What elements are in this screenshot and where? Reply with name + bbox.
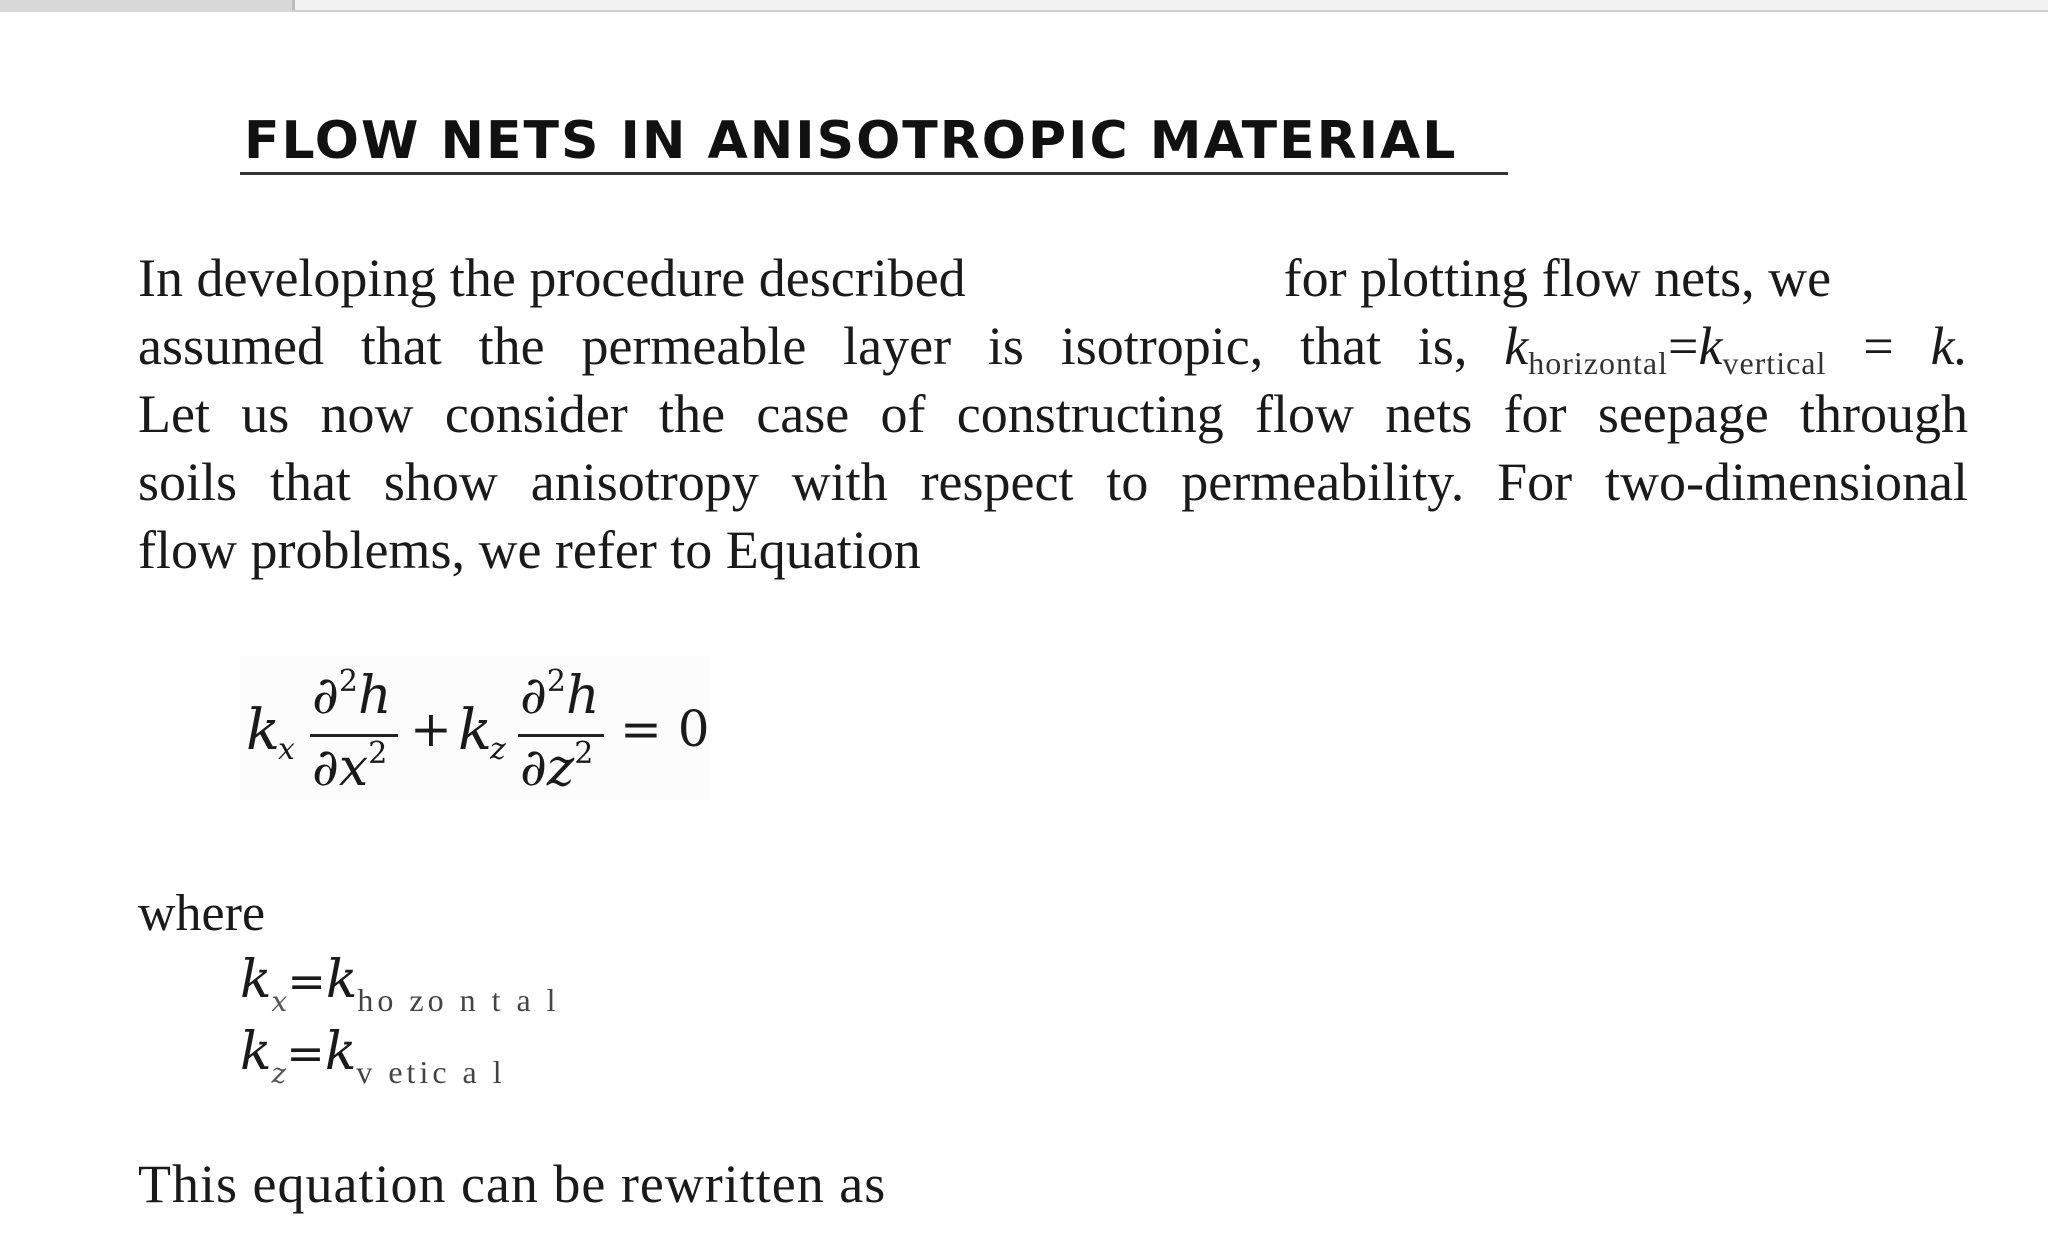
where-label: where [138, 885, 266, 942]
numerator-variable: h [565, 666, 600, 726]
definition-k: k [240, 950, 272, 1010]
paragraph-line-5: flow problems, we refer to Equation [138, 520, 921, 580]
definition-kz [240, 1022, 506, 1091]
definition-vertical: v etic a l [356, 1054, 506, 1090]
definition-k: k [325, 950, 358, 1010]
equation-subscript-z: z [490, 732, 506, 767]
heading-underline [240, 172, 1508, 175]
top-bar-dark-segment [0, 0, 292, 12]
definition-k: k [240, 1022, 272, 1082]
k-symbol-final: k. [1930, 316, 1969, 376]
equation-subscript-x: x [278, 732, 295, 767]
equals-sign: = [1668, 316, 1699, 376]
definition-subscript-z: z [271, 1057, 287, 1090]
fraction-numerator-left [312, 664, 391, 726]
definition-subscript-x: x [271, 985, 288, 1018]
denominator-exponent: 2 [574, 736, 594, 771]
numerator-exponent: 2 [546, 664, 566, 699]
line1-end: for plotting flow nets, we [1283, 248, 1832, 308]
horizontal-subscript: horizontal [1528, 345, 1668, 381]
partial-symbol: ∂ [520, 666, 547, 726]
fraction-denominator-right [520, 736, 593, 798]
denominator-variable: ∂x [312, 738, 369, 798]
blank-gap [966, 286, 1284, 296]
definition-horizontal: ho zo n t a l [357, 982, 560, 1018]
closing-sentence: This equation can be rewritten as [138, 1154, 887, 1214]
definition-k: k [324, 1022, 357, 1082]
equals-zero: = 0 [620, 700, 710, 758]
paragraph-line-1 [138, 244, 1968, 312]
equals-sign: = [1863, 316, 1894, 376]
intro-paragraph [138, 244, 1968, 584]
k-symbol: k [1504, 316, 1529, 376]
definition-equals: = [287, 954, 326, 1008]
section-heading: FLOW NETS IN ANISOTROPIC MATERIAL [244, 111, 1458, 171]
plus-operator: + [410, 700, 452, 758]
denominator-exponent: 2 [368, 736, 388, 771]
numerator-variable: h [357, 666, 392, 726]
definition-kx [240, 950, 560, 1019]
paragraph-line-2 [138, 312, 1968, 380]
equation-k: k [246, 698, 280, 763]
fraction-numerator-right [520, 664, 599, 726]
numerator-exponent: 2 [338, 664, 358, 699]
denominator-variable: ∂z [520, 738, 575, 798]
vertical-subscript: vertical [1722, 345, 1827, 381]
paragraph-line-4: soils that show anisotropy with respect to permeability. For two-dimensional [138, 452, 1968, 512]
line2-text: assumed that the permeable layer is isotropic, that is, [138, 316, 1468, 376]
partial-symbol: ∂ [312, 666, 339, 726]
fraction-denominator-left [312, 736, 387, 798]
equation-k: k [458, 698, 492, 763]
definition-equals: = [286, 1026, 325, 1080]
line1-start: In developing the procedure described [138, 248, 966, 308]
top-bar-line [292, 10, 2048, 12]
laplace-equation [240, 656, 710, 800]
k-symbol: k [1698, 316, 1723, 376]
paragraph-line-3: Let us now consider the case of constructing flow nets for seepage through [138, 384, 1968, 444]
